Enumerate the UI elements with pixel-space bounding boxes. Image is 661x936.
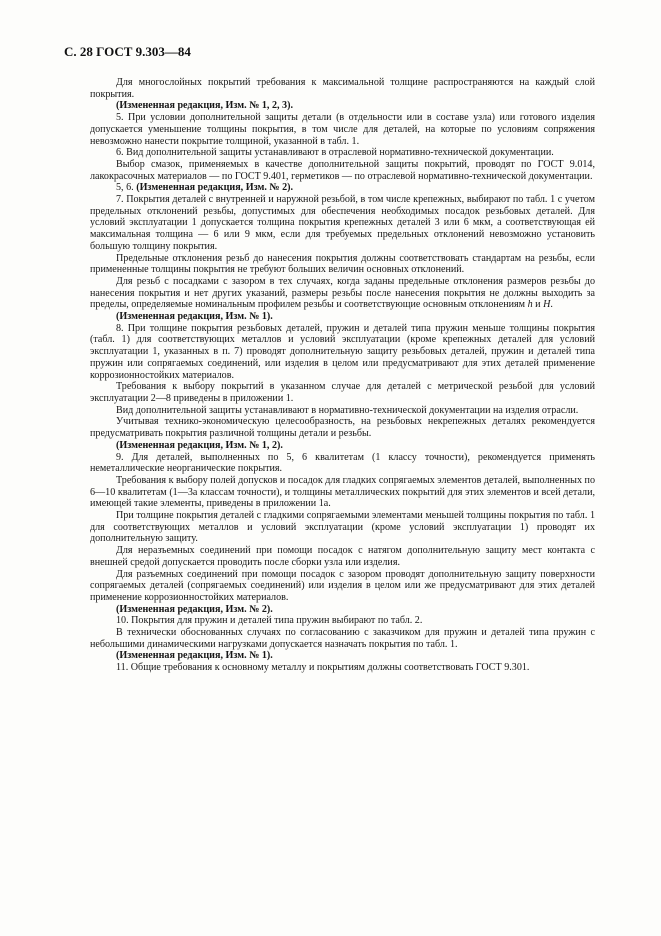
amendment-prefix: 5, 6.: [116, 182, 134, 194]
paragraph: В технически обоснованных случаях по согласованию с заказчиком для пружин и деталей типа пружин с небольшими динамическими нагрузками допускается назначать покрытия по табл. 1.: [90, 627, 595, 650]
paragraph: Для разъемных соединений при помощи посадок с зазором проводят дополнительную защиту поверхности сопрягаемых деталей (сопрягаемых соединений) или изделия в целом или же предусматривают для этих деталей применение коррозионностойких материалов.: [90, 568, 595, 603]
paragraph: 5. При условии дополнительной защиты детали (в отдельности или в составе узла) или готового изделия допускается уменьшение толщины покрытия, в том числе для деталей, на которые по условиям сопряжения невозможно нанести покрытие толщиной, указанной в табл. 1.: [90, 112, 595, 147]
amendment-note: (Измененная редакция, Изм. № 2).: [116, 603, 273, 615]
italic-symbol-H: H: [543, 299, 551, 311]
paragraph: Учитывая технико-экономическую целесообразность, на резьбовых некрепежных деталях рекомендуется предусматривать покрытия различной толщины детали и резьбы.: [90, 416, 595, 440]
paragraph: 11. Общие требования к основному металлу и покрытиям должны соответствовать ГОСТ 9.301.: [116, 662, 530, 674]
paragraph: При толщине покрытия деталей с гладкими сопрягаемыми элементами меньшей толщины покрытия по табл. 1 для соответствующих металлов и условий эксплуатации (кроме условий эксплуатации 1) проводят их дополнительную защиту.: [90, 510, 595, 545]
paragraph: 8. При толщине покрытия резьбовых деталей, пружин и деталей типа пружин меньше толщины покрытия (табл. 1) для соответствующих металлов и условий эксплуатации (кроме крепежных деталей для условий эксплуатации 1, указанных в п. 7) проводят дополнительную защиту резьбовых деталей, пружин и деталей типа пружин или сопрягаемых соединений, или изделия в целом или предусматривают для этих деталей применение коррозионностойких материалов.: [90, 322, 595, 381]
amendment-note: (Измененная редакция, Изм. № 1).: [116, 650, 273, 662]
italic-symbol-h: h: [527, 299, 533, 311]
paragraph: [90, 276, 595, 311]
paragraph: Для многослойных покрытий требования к максимальной толщине распространяются на каждый слой покрытия.: [90, 77, 595, 100]
page-header: С. 28 ГОСТ 9.303—84: [64, 44, 191, 59]
amendment-note: [90, 182, 595, 194]
paragraph: 6. Вид дополнительной защиты устанавливают в отраслевой нормативно-технической документации.: [116, 147, 554, 159]
paragraph: 10. Покрытия для пружин и деталей типа пружин выбирают по табл. 2.: [116, 615, 423, 627]
paragraph: Выбор смазок, применяемых в качестве дополнительной защиты покрытий, проводят по ГОСТ 9.014, лакокрасочных материалов — по ГОСТ 9.401, герметиков — по отраслевой нормативно-технической документации.: [90, 158, 595, 182]
period: .: [550, 299, 553, 311]
amendment-note: (Измененная редакция, Изм. № 1, 2).: [116, 439, 283, 451]
paragraph-text: Для резьб с посадками с зазором в тех случаях, когда заданы предельные отклонения размеров резьбы до нанесения покрытия и нет других указаний, размеры резьбы после нанесения покрытия не должны выходить за пределы, определяемые номинальным профилем резьбы и соответствующие основным отклонениям: [90, 275, 595, 311]
amendment-label: (Измененная редакция, Изм. № 2).: [136, 182, 293, 194]
paragraph: Вид дополнительной защиты устанавливают в нормативно-технической документации на изделия отрасли.: [116, 404, 579, 416]
paragraph: Для неразъемных соединений при помощи посадок с натягом дополнительную защиту мест контакта с внешней средой допускается проводить после сборки узла или изделия.: [90, 545, 595, 568]
amendment-note: (Измененная редакция, Изм. № 1, 2, 3).: [116, 100, 293, 112]
conjunction: и: [532, 299, 544, 311]
amendment-note: (Измененная редакция, Изм. № 1).: [116, 311, 273, 323]
paragraph: Предельные отклонения резьб до нанесения покрытия должны соответствовать стандартам на резьбы, если примененные толщины покрытия не требуют больших величин основных отклонений.: [90, 252, 595, 276]
paragraph: 7. Покрытия деталей с внутренней и наружной резьбой, в том числе крепежных, выбирают по табл. 1 с учетом предельных отклонений резьбы, допустимых для обеспечения необходимых посадок резьбовых деталей. Для условий эксплуатации 1 допускается толщина покрытия крепежных деталей 3 или 6 мкм, а соответствующая ей максимальная толщина — 6 или 9 мкм, если для требуемых предельных отклонений невозможно установить большую толщину покрытия.: [90, 194, 595, 252]
document-body: [90, 77, 595, 674]
paragraph: Требования к выбору покрытий в указанном случае для деталей с метрической резьбой для условий эксплуатации 2—8 приведены в приложении 1.: [90, 381, 595, 404]
paragraph: 9. Для деталей, выполненных по 5, 6 квалитетам (1 классу точности), рекомендуется применять неметаллические неорганические покрытия.: [90, 451, 595, 475]
paragraph: Требования к выбору полей допусков и посадок для гладких сопрягаемых элементов деталей, выполненных по 6—10 квалитетам (1—3а классам точности), и толщины металлических покрытий для этих элементов и всей детали, имеющей такие элементы, приведены в приложении 1а.: [90, 474, 595, 510]
